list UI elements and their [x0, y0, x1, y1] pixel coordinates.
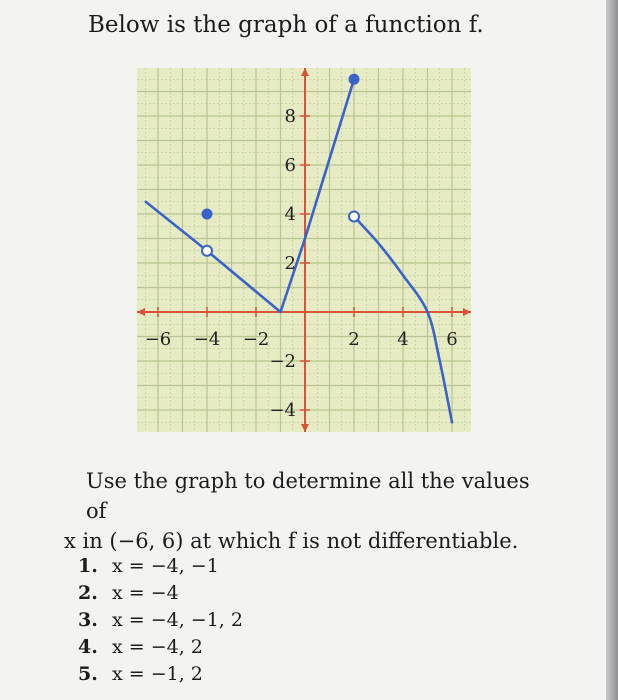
open-point: [202, 246, 212, 256]
y-tick-label: 6: [284, 155, 296, 176]
choice-3[interactable]: [78, 607, 243, 634]
question-text: [64, 466, 556, 556]
choice-4[interactable]: [78, 634, 243, 661]
y-tick-label: −2: [269, 351, 296, 372]
y-tick-label: 2: [284, 253, 296, 274]
choice-text: x = −4, 2: [112, 636, 203, 658]
filled-point: [349, 74, 360, 85]
x-tick-label: 6: [446, 329, 458, 350]
x-tick-label: 2: [348, 329, 360, 350]
choice-1[interactable]: [78, 553, 243, 580]
choice-number: 4.: [78, 636, 98, 658]
choice-text: x = −1, 2: [112, 663, 203, 685]
x-tick-label: 4: [397, 329, 409, 350]
choice-number: 3.: [78, 609, 98, 631]
question-line-2: x in (−6, 6) at which f is not differentiable.: [64, 529, 519, 553]
choice-number: 5.: [78, 663, 98, 685]
page-edge: [606, 0, 618, 700]
choice-text: x = −4, −1: [112, 555, 219, 577]
answer-choices: [78, 553, 243, 688]
open-point: [349, 211, 359, 221]
choice-2[interactable]: [78, 580, 243, 607]
y-tick-label: −4: [269, 400, 296, 421]
question-line-1: Use the graph to determine all the values of: [86, 469, 530, 523]
choice-number: 2.: [78, 582, 98, 604]
x-tick-label: −6: [144, 329, 172, 350]
choice-text: x = −4, −1, 2: [112, 609, 243, 631]
x-tick-label: −2: [242, 329, 270, 350]
choice-text: x = −4: [112, 582, 179, 604]
y-tick-label: 4: [284, 204, 296, 225]
filled-point: [202, 209, 213, 220]
y-tick-label: 8: [284, 106, 296, 127]
choice-number: 1.: [78, 555, 98, 577]
x-tick-label: −4: [193, 329, 221, 350]
intro-text: Below is the graph of a function f.: [88, 12, 484, 38]
choice-5[interactable]: [78, 661, 243, 688]
